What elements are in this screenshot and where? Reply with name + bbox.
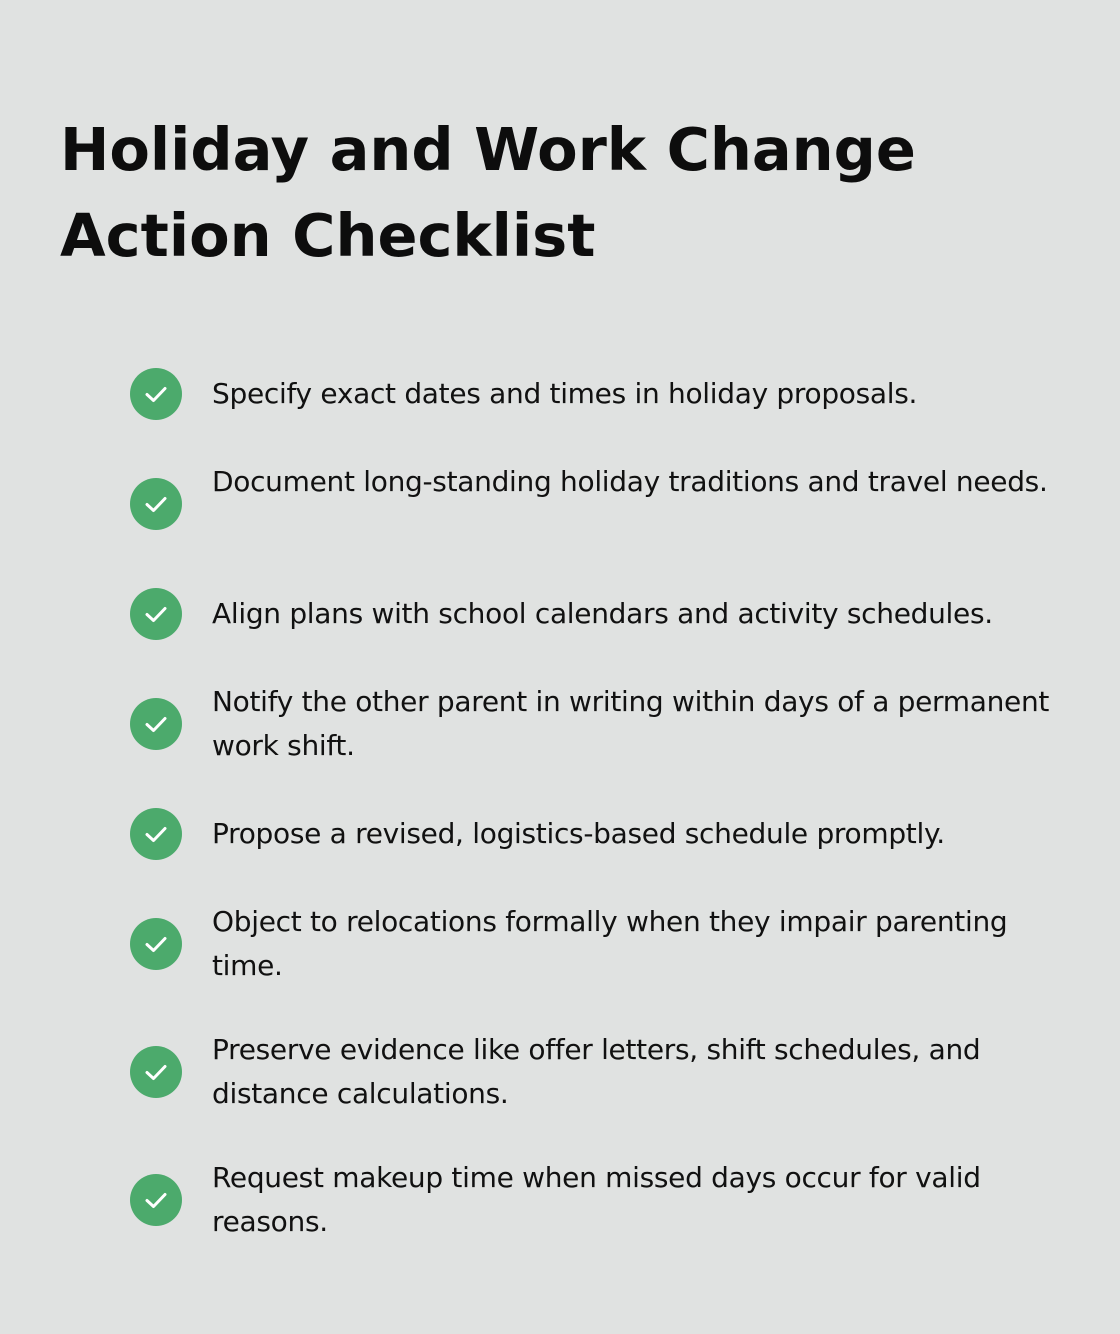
checklist-item-text: Specify exact dates and times in holiday proposals. (212, 377, 918, 410)
checklist-item-text: Propose a revised, logistics-based schedule promptly. (212, 817, 945, 850)
checklist-item-text: Preserve evidence like offer letters, shift schedules, and distance calculations. (212, 1033, 981, 1110)
check-circle-icon (130, 1174, 182, 1226)
check-circle-icon (130, 588, 182, 640)
check-circle-icon (130, 1046, 182, 1098)
checklist-item-text: Document long-standing holiday traditions and travel needs. (212, 465, 1048, 498)
check-circle-icon (130, 698, 182, 750)
checklist-item-text: Request makeup time when missed days occur for valid reasons. (212, 1161, 981, 1238)
check-circle-icon (130, 478, 182, 530)
checklist-item-text: Notify the other parent in writing within days of a permanent work shift. (212, 685, 1050, 762)
checklist-item-text: Align plans with school calendars and activity schedules. (212, 597, 993, 630)
page-title: Holiday and Work Change Action Checklist (60, 115, 916, 270)
check-circle-icon (130, 808, 182, 860)
check-circle-icon (130, 368, 182, 420)
checklist-item-text: Object to relocations formally when they impair parenting time. (212, 905, 1008, 982)
check-circle-icon (130, 918, 182, 970)
